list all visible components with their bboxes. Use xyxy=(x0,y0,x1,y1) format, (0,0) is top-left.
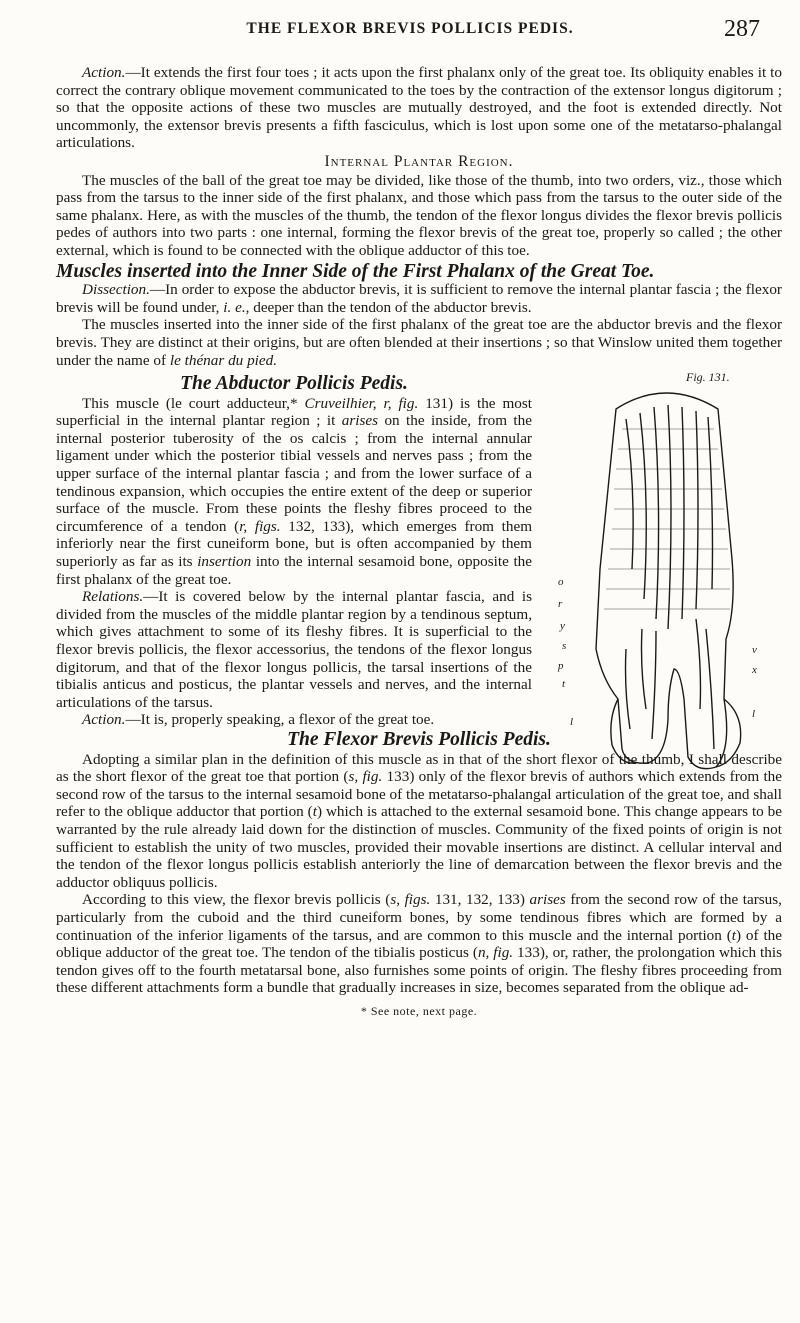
abductor-section xyxy=(56,370,782,729)
relations-paragraph xyxy=(56,588,532,711)
action-paragraph xyxy=(56,64,782,152)
flexor-p2-ref1: s, figs. xyxy=(390,891,431,909)
dissection-ie: i. e. xyxy=(223,298,246,316)
abductor-action-paragraph xyxy=(56,711,532,729)
abductor-action-label: Action. xyxy=(82,711,126,729)
running-title: THE FLEXOR BREVIS POLLICIS PEDIS. xyxy=(246,20,574,37)
dissection-paragraph xyxy=(56,281,782,316)
flexor-p2-c: from the second row of the tarsus, particularly from the cuboid and the third cuneiform bones, by some tendinous fibres which are formed by a continuation of the inferior ligaments of the tarsus, and are common to this muscle and the internal portion ( xyxy=(56,891,782,944)
abductor-text-c: on the inside, from the internal posterior tuberosity of the os calcis ; from the internal annular ligament under which the posterior tibial vessels and nerves pass ; from the upper surface of the internal plantar fascia ; and from the lower surface of a tendinous expansion, which occupies the entire extent of the deep or superior surface of the muscle. From these points the fleshy fibres proceed to the circumference of a tendon ( xyxy=(56,412,532,535)
relations-label: Relations. xyxy=(82,588,144,606)
flexor-p2-d: ) of the oblique adductor of the great toe. The tendon of the tibialis posticus ( xyxy=(56,926,782,962)
foot-muscle-illustration xyxy=(556,369,768,779)
abductor-heading: The Abductor Pollicis Pedis. xyxy=(180,373,408,395)
abductor-text-d: 132, 133), which emerges from them inferiorly near the first cuneiform bone, but is often accompanied by them superiorly as far as its xyxy=(56,517,533,571)
thenar-term: le thénar du pied. xyxy=(169,351,278,369)
fig-letter-l-left: l xyxy=(570,716,574,729)
running-head xyxy=(60,16,760,42)
flexor-p1-c: ) which is attached to the external sesamoid bone. This change appears to be warranted by the rule already laid down for the distinction of muscles. Community of the fixed points of origin is not sufficient to establish the unity of two muscles, provided their movable insertions are distinct. A cellular interval and the tendon of the flexor longus pollicis establish anteriorly the line of demarcation between the flexor brevis and the adductor obliquus pollicis. xyxy=(56,803,782,891)
flexor-p2-arises: arises xyxy=(529,891,566,909)
flexor-p2-ref3: n, fig. xyxy=(477,944,514,962)
fig-letter-l-right: l xyxy=(752,708,756,721)
fig-letter-t: t xyxy=(562,678,566,691)
flexor-p2-e: 133), or, rather, the prolongation which this tendon gives off to the fourth metatarsal bone, also furnishes some points of origin. The fleshy fibres proceeding from these different attachments form a bundle that gradually increases in size, becomes separated from the oblique ad- xyxy=(56,944,782,997)
abductor-insertion: insertion xyxy=(197,553,252,571)
abductor-text-b: 131) is the most superficial in the internal plantar region ; it xyxy=(56,394,532,430)
flexor-p1-ref1: s, fig. xyxy=(348,768,383,786)
abductor-arises: arises xyxy=(341,412,379,430)
fig-letter-v: v xyxy=(752,644,757,657)
dissection-text-end: , deeper than the tendon of the abductor brevis. xyxy=(245,298,532,316)
muscles-inserted-heading: Muscles inserted into the Inner Side of the First Phalanx of the Great Toe. xyxy=(56,260,655,282)
flexor-p1-a: Adopting a similar plan in the definition of this muscle as in that of the short flexor of the thumb, I shall describe as the short flexor of the great toe that portion ( xyxy=(56,750,782,786)
fig-letter-o: o xyxy=(558,576,564,589)
abductor-figs-ref: r, figs. xyxy=(239,517,281,535)
fig-letter-r: r xyxy=(558,598,563,611)
internal-plantar-paragraph: The muscles of the ball of the great toe may be divided, like those of the thumb, into two orders, viz., those which pass from the tarsus to the inner side of the first phalanx, and those which pass from the tarsus to the outer side of the same phalanx. Here, as with the muscles of the thumb, the tendon of the flexor longus divides the flexor brevis pollicis pedes of authors into two parts : one internal, forming the flexor brevis of the great toe, properly so called ; the other external, which is found to be connected with the oblique adductor of this toe. xyxy=(56,171,782,259)
flexor-paragraph-2 xyxy=(56,891,782,997)
figure-131 xyxy=(556,369,768,779)
abductor-citation: Cruveilhier, r, fig. xyxy=(304,394,419,412)
dissection-label: Dissection. xyxy=(82,281,150,299)
footnote: * See note, next page. xyxy=(360,1003,478,1018)
muscles-inserted-text: The muscles inserted into the inner side of the first phalanx of the great toe are the abductor brevis and the flexor brevis. They are distinct at their origins, but are often blended at their insertions ; so that Winslow united them together under the name of xyxy=(56,316,782,369)
abductor-text-e: into the internal sesamoid bone, opposite the first phalanx of the great toe. xyxy=(56,553,532,588)
muscles-inserted-paragraph xyxy=(56,316,782,369)
abductor-text-a: This muscle (le court adducteur,* xyxy=(82,394,305,412)
page-number: 287 xyxy=(724,16,760,42)
fig-letter-x: x xyxy=(752,664,757,677)
fig-letter-y: y xyxy=(560,620,565,633)
flexor-p2-ref2: t xyxy=(731,926,737,944)
page-body xyxy=(56,64,782,1020)
fig-letter-s: s xyxy=(562,640,567,653)
relations-text: —It is covered below by the internal plantar fascia, and is divided from the muscles of the middle plantar region by a tendinous septum, which gives attachment to some of its fleshy fibres. It is superficial to the flexor brevis pollicis, the flexor accessorius, the tendons of the flexor longus digitorum, and that of the flexor longus pollicis, the tarsal insertions of the tibialis anticus and posticus, the plantar vessels and nerves, and the internal articulations of the tarsus. xyxy=(56,588,532,711)
flexor-p2-b: 131, 132, 133) xyxy=(430,891,530,909)
figure-label: Fig. 131. xyxy=(686,370,730,385)
dissection-text: —In order to expose the abductor brevis, it is sufficient to remove the internal plantar fascia ; the flexor brevis will be found under, xyxy=(56,281,782,316)
flexor-brevis-heading: The Flexor Brevis Pollicis Pedis. xyxy=(287,728,551,750)
flexor-p1-b: 133) only of the flexor brevis of authors which extends from the second row of the tarsus to the internal sesamoid bone of the metatarso-phalangal articulation of the great toe, and shall refer to the oblique adductor that portion ( xyxy=(56,768,782,821)
abductor-action-text: —It is, properly speaking, a flexor of the great toe. xyxy=(125,711,435,729)
fig-letter-p: p xyxy=(558,660,564,673)
action-label: Action. xyxy=(82,64,126,81)
action-text: —It extends the first four toes ; it acts upon the first phalanx only of the great toe. Its obliquity enables it to correct the contrary oblique movement communicated to the toes by the contraction of the extensor longus digitorum ; so that the opposite actions of these two muscles are mutually destroyed, and the foot is extended directly. Not uncommonly, the extensor brevis presents a fifth fasciculus, which is lost upon some one of the metatarso-phalangal articulations. xyxy=(56,64,782,152)
abductor-text-column xyxy=(56,375,532,729)
abductor-paragraph xyxy=(56,395,532,589)
flexor-p2-a: According to this view, the flexor brevis pollicis ( xyxy=(82,891,391,909)
internal-plantar-heading: Internal Plantar Region. xyxy=(324,152,514,170)
flexor-p1-ref2: t xyxy=(312,803,317,821)
